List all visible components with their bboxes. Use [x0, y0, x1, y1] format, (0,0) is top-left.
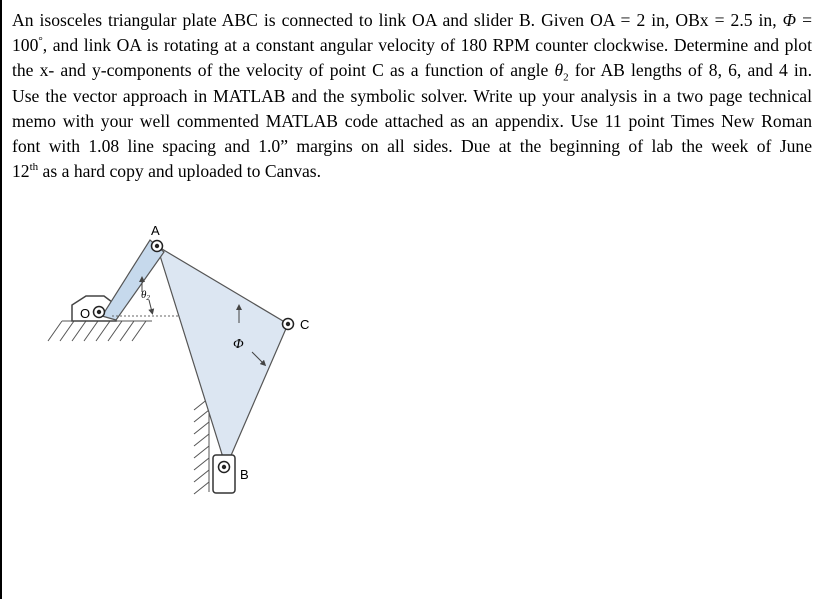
pin-joint-b — [219, 462, 230, 473]
triangular-plate — [157, 246, 288, 467]
label-b: B — [240, 467, 249, 482]
problem-line-4: Use the vector approach in MATLAB and the symbolic solver. Write up your analysis in a two page technical — [12, 85, 812, 106]
problem-line-3: the x- and y-components of the velocity of point C as a function of angle $\theta_2$ for AB lengths of 8, 6, and 4 in. — [12, 60, 812, 84]
label-c: C — [300, 317, 310, 332]
degree-symbol: ° — [38, 35, 43, 48]
pin-joint-o — [94, 307, 105, 318]
label-a: A — [151, 223, 160, 238]
label-o: O — [80, 306, 91, 321]
phi-symbol: Φ — [782, 10, 797, 30]
problem-line-7: 12th as a hard copy and uploaded to Canvas. — [12, 161, 322, 182]
slider-rail-hatch — [194, 398, 209, 494]
problem-line-5: memo with your well commented MATLAB code attached as an appendix. Use 11 point Times New Roman — [12, 110, 812, 131]
theta-symbol: θ — [554, 60, 564, 81]
phi-label: Φ — [233, 337, 244, 352]
problem-line-6: font with 1.08 line spacing and 1.0” margins on all sides. Due at the beginning of lab the week of June — [12, 136, 812, 157]
ground-hatch — [48, 321, 152, 341]
problem-line-1: An isosceles triangular plate ABC is connected to link OA and slider B. Given OA = 2 in, OBx = 2.5 in, Φ = — [12, 10, 812, 30]
pin-joint-a — [152, 241, 163, 252]
link-oa — [102, 240, 164, 320]
problem-line-2: 100°, and link OA is rotating at a constant angular velocity of 180 RPM counter clockwise. Determine and plot — [12, 35, 812, 56]
theta2-label: θ2 — [141, 289, 150, 302]
slider-block-b — [213, 455, 235, 493]
pin-joint-c — [283, 319, 294, 330]
